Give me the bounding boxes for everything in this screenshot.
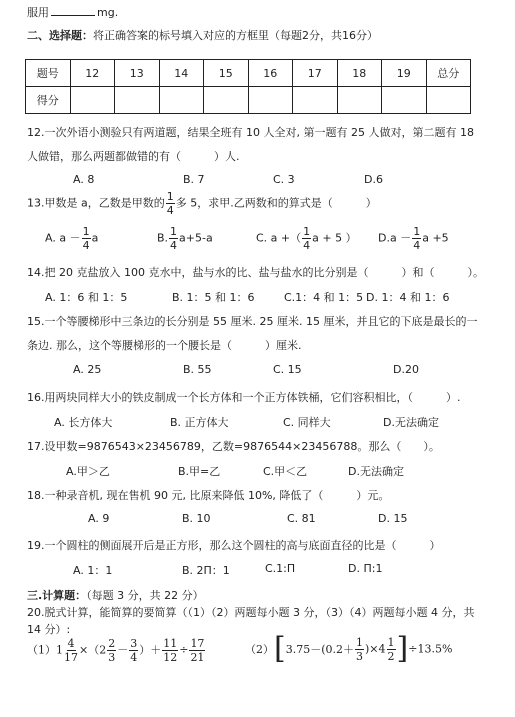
q18-question: 18.一种录音机, 现在售机 90 元, 比原来降低 10%, 降低了（ ）元。 <box>27 489 390 502</box>
q17-question: 17.设甲数=9876543×23456789，乙数=9876544×23456788。那么（ ）。 <box>27 440 440 453</box>
q16-option-a[interactable]: A. 长方体大 <box>54 416 113 429</box>
fraction-denominator: 3 <box>356 649 363 663</box>
q15-line2: 条边. 那么，这个等腰梯形的一个腰长是（ ）厘米. <box>27 339 302 352</box>
q16-option-b[interactable]: B. 正方体大 <box>170 416 229 429</box>
q15-option-d[interactable]: D.20 <box>393 363 419 376</box>
fraction-numerator: 1 <box>356 635 363 649</box>
expression: ÷13.5% <box>408 642 453 656</box>
score-input-cell[interactable] <box>426 87 471 114</box>
q19-option-a[interactable]: A. 1：1 <box>73 564 113 577</box>
dosage-blank[interactable] <box>51 5 95 16</box>
expression: 3.75－(0.2＋ <box>285 643 354 656</box>
score-table-cell: 总分 <box>426 60 471 87</box>
dosage-line <box>27 4 118 20</box>
q15-line1: 15.一个等腰梯形中三条边的长分别是 55 厘米. 25 厘米. 15 厘米，并且它的下底是最长的一 <box>27 315 478 328</box>
fraction-denominator: 3 <box>108 651 116 664</box>
fraction-numerator: 1 <box>82 225 90 238</box>
score-table <box>25 59 471 114</box>
q18-option-b[interactable]: B. 10 <box>182 512 211 525</box>
option-text: C. a +（ <box>256 231 302 245</box>
score-table-header-row <box>26 60 471 87</box>
fraction <box>129 638 138 663</box>
score-input-cell[interactable] <box>382 87 427 114</box>
problem-label: （2） <box>245 643 274 656</box>
q13-option-a[interactable] <box>45 226 98 251</box>
q19-question: 19.一个圆柱的侧面展开后是正方形，那么这个圆柱的高与底面直径的比是（ ） <box>27 539 441 552</box>
operator: ）＋ <box>139 643 162 657</box>
fraction-numerator: 1 <box>413 225 421 238</box>
problem-label: （1） <box>27 643 56 657</box>
score-input-cell[interactable] <box>159 87 204 114</box>
bracket-open: [ <box>274 631 286 666</box>
option-text: a + 5 ） <box>312 231 357 245</box>
fraction <box>162 638 178 663</box>
fraction-denominator: 17 <box>64 651 78 664</box>
q12-line1: 12.一次外语小测验只有两道题，结果全班有 10 人全对, 第一题有 25 人做对，第二题有 18 <box>27 126 474 139</box>
q17-option-a[interactable]: A.甲＞乙 <box>66 465 110 478</box>
dosage-suffix: mg. <box>97 6 119 19</box>
option-text: a +5 <box>422 231 449 245</box>
score-input-cell[interactable] <box>115 87 160 114</box>
fraction-numerator: 4 <box>67 637 75 650</box>
q19-option-c[interactable]: C.1:Π <box>265 562 296 575</box>
fraction-numerator: 3 <box>130 637 138 650</box>
q12-option-c[interactable]: C. 3 <box>273 173 295 186</box>
q15-option-a[interactable]: A. 25 <box>73 363 102 376</box>
q13-post: 多 5，求甲.乙两数和的算式是（ ） <box>175 196 377 210</box>
q13-option-b[interactable] <box>157 226 213 251</box>
score-table-score-row <box>26 87 471 114</box>
option-text: A. a － <box>45 231 81 245</box>
q17-option-d[interactable]: D.无法确定 <box>348 465 404 478</box>
fraction-numerator: 2 <box>108 637 116 650</box>
q17-option-b[interactable]: B.甲=乙 <box>178 465 221 478</box>
option-text: B. <box>157 231 169 245</box>
section3-title: 三.计算题： <box>27 589 87 602</box>
score-table-cell: 16 <box>248 60 293 87</box>
fraction-numerator: 1 <box>387 635 395 649</box>
operator: ×（ <box>79 643 100 657</box>
option-fraction <box>412 226 421 251</box>
q20-line1: 20.脱式计算，能简算的要简算（（1）（2）两题每小题 3 分，（3）（4）两题每小题 4 分，共 <box>27 606 475 619</box>
fraction-numerator: 1 <box>303 225 311 238</box>
q13-question <box>27 191 377 216</box>
dosage-prefix: 服用 <box>27 6 49 19</box>
section2-title: 二、选择题： <box>27 29 93 42</box>
fraction-denominator: 4 <box>166 204 174 217</box>
q18-option-d[interactable]: D. 15 <box>378 512 408 525</box>
q14-option-a[interactable]: A. 1：6 和 1：5 <box>45 291 128 304</box>
score-table-cell: 题号 <box>26 60 71 87</box>
score-input-cell[interactable] <box>204 87 249 114</box>
q13-option-c[interactable] <box>256 226 357 251</box>
q13-fraction <box>166 191 175 216</box>
q14-option-c[interactable]: C.1：4 和 1：5 <box>284 291 364 304</box>
q17-option-c[interactable]: C.甲＜乙 <box>263 465 308 478</box>
section3-desc: （每题 3 分，共 22 分） <box>86 589 204 602</box>
operator: ÷ <box>179 643 189 657</box>
score-table-cell: 15 <box>204 60 249 87</box>
score-input-cell[interactable] <box>248 87 293 114</box>
score-table-cell: 18 <box>337 60 382 87</box>
fraction <box>355 637 364 662</box>
score-input-cell[interactable] <box>337 87 382 114</box>
fraction-numerator: 11 <box>163 637 178 650</box>
fraction-denominator: 4 <box>413 239 421 252</box>
section2-heading <box>27 27 378 43</box>
fraction <box>107 638 116 663</box>
fraction <box>189 638 205 663</box>
option-fraction <box>82 226 91 251</box>
q12-option-d[interactable]: D.6 <box>364 173 383 186</box>
q18-option-c[interactable]: C. 81 <box>287 512 316 525</box>
score-input-cell[interactable] <box>70 87 115 114</box>
q13-option-d[interactable] <box>378 226 449 251</box>
q19-option-b[interactable]: B. 2Π：1 <box>182 564 230 577</box>
score-table-cell: 13 <box>115 60 160 87</box>
q20-problem-1 <box>27 638 206 663</box>
q20-line2: 14 分）: <box>27 623 71 636</box>
q16-question: 16.用两块同样大小的铁皮制成一个长方体和一个正方体铁桶，它们容积相比，（ ）. <box>27 391 461 404</box>
q15-option-c[interactable]: C. 15 <box>273 363 302 376</box>
fraction-denominator: 4 <box>303 239 311 252</box>
score-input-cell[interactable] <box>293 87 338 114</box>
q13-pre: 13.甲数是 a，乙数是甲数的 <box>27 196 165 210</box>
section3-heading <box>27 587 204 603</box>
score-table-cell: 17 <box>293 60 338 87</box>
q15-option-b[interactable]: B. 55 <box>183 363 212 376</box>
q20-problem-2 <box>245 631 453 666</box>
q18-option-a[interactable]: A. 9 <box>88 512 110 525</box>
mixed-whole: 1 <box>56 643 63 657</box>
q14-question: 14.把 20 克盐放入 100 克水中，盐与水的比、盐与盐水的比分别是（ ）和（ ）。 <box>27 266 484 279</box>
operator: － <box>117 643 129 657</box>
option-fraction <box>302 226 311 251</box>
score-table-cell: 14 <box>159 60 204 87</box>
q19-option-d[interactable]: D. Π:1 <box>348 562 383 575</box>
q14-option-d[interactable]: D. 1：4 和 1：6 <box>366 291 450 304</box>
q12-option-a[interactable]: A. 8 <box>73 173 95 186</box>
q14-option-b[interactable]: B. 1：5 和 1：6 <box>172 291 255 304</box>
score-table-label: 得分 <box>26 87 71 114</box>
fraction-numerator: 1 <box>170 225 178 238</box>
option-text: a <box>91 231 99 245</box>
expression: )×4 <box>365 642 386 656</box>
score-table-cell: 19 <box>382 60 427 87</box>
option-text: a+5-a <box>179 231 213 245</box>
q16-option-c[interactable]: C. 同样大 <box>283 416 331 429</box>
q16-option-d[interactable]: D.无法确定 <box>383 416 439 429</box>
mixed-whole: 2 <box>99 643 107 657</box>
section2-desc: 将正确答案的标号填入对应的方框里（每题2分，共16分） <box>93 29 378 42</box>
fraction-denominator: 2 <box>387 649 395 663</box>
fraction-numerator: 17 <box>190 637 205 650</box>
fraction-denominator: 4 <box>130 651 138 664</box>
fraction-denominator: 12 <box>163 651 178 664</box>
bracket-close: ] <box>396 631 409 666</box>
fraction <box>64 638 78 663</box>
q12-line2: 人做错，那么两题都做错的有（ ）人. <box>27 150 240 163</box>
fraction-numerator: 1 <box>166 190 174 203</box>
option-text: D.a － <box>378 231 412 245</box>
fraction-denominator: 4 <box>82 239 90 252</box>
score-table-cell: 12 <box>70 60 115 87</box>
fraction-denominator: 21 <box>190 651 205 664</box>
option-fraction <box>169 226 178 251</box>
fraction <box>387 637 396 662</box>
q12-option-b[interactable]: B. 7 <box>183 173 205 186</box>
fraction-denominator: 4 <box>170 239 178 252</box>
